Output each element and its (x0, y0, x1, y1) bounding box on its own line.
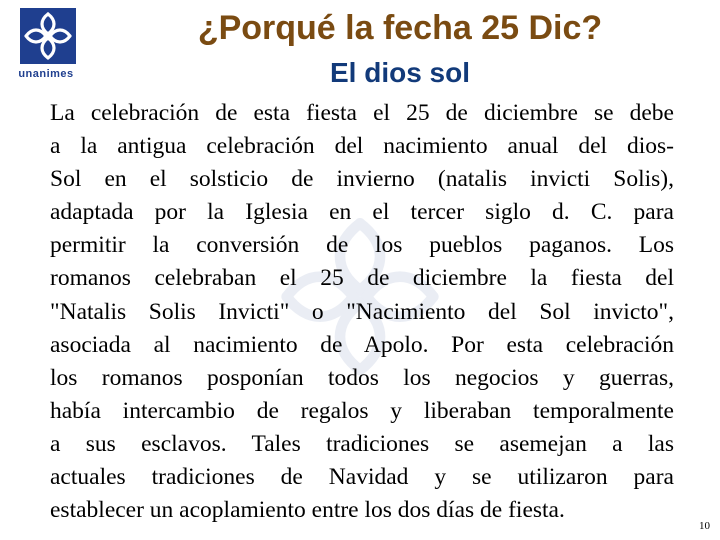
body-line: asociada al nacimiento de Apolo. Por esta celebración (50, 331, 674, 358)
body-line: establecer un acoplamiento entre los dos días de fiesta. (50, 497, 565, 524)
unanimes-logo-icon (18, 6, 78, 68)
slide-title: ¿Porqué la fecha 25 Dic? (197, 9, 603, 47)
body-paragraph (50, 97, 674, 527)
body-line: a sus esclavos. Tales tradiciones se asemejan a las (50, 430, 674, 457)
body-line: romanos celebraban el 25 de diciembre la fiesta del (50, 265, 674, 292)
body-line: adaptada por la Iglesia en el tercer siglo d. C. para (50, 199, 674, 226)
body-line: "Natalis Solis Invicti" o "Nacimiento del Sol invicto", (50, 298, 674, 325)
body-line: La celebración de esta fiesta el 25 de diciembre se debe (50, 100, 674, 126)
body-line: a la antigua celebración del nacimiento anual del dios- (50, 133, 674, 160)
logo-wordmark: unanimes (18, 68, 74, 80)
body-line: permitir la conversión de los pueblos paganos. Los (50, 232, 674, 259)
body-line: Sol en el solsticio de invierno (natalis invicti Solis), (50, 166, 674, 193)
body-line: los romanos posponían todos los negocios y guerras, (50, 364, 674, 391)
body-line: había intercambio de regalos y liberaban temporalmente (50, 397, 674, 424)
page-number: 10 (699, 520, 710, 532)
body-line: actuales tradiciones de Navidad y se utilizaron para (50, 464, 674, 491)
slide-subtitle: El dios sol (329, 57, 471, 88)
